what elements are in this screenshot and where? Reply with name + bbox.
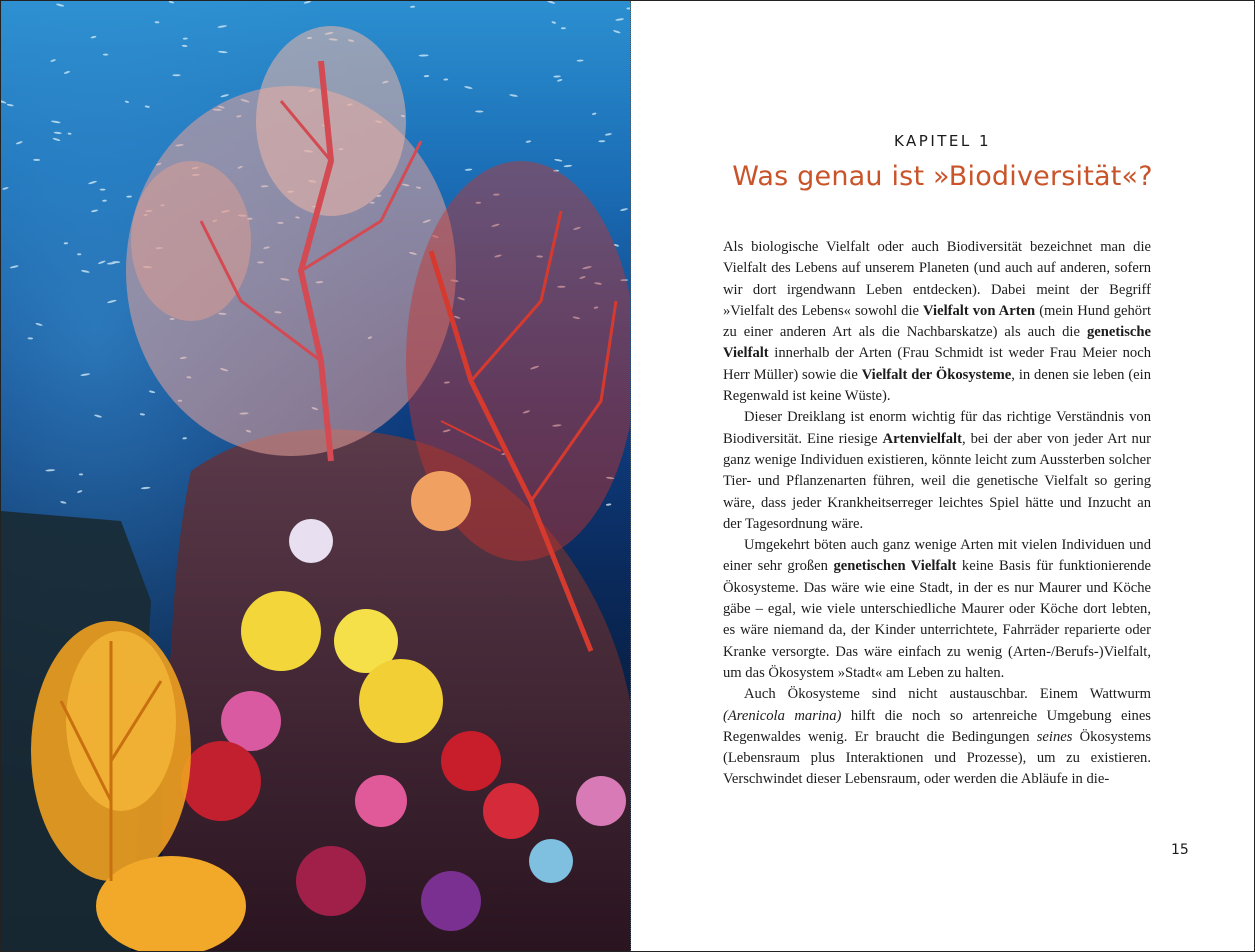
paragraph <box>723 237 1151 407</box>
text-run: (mein Hund gehört zu einer anderen Art als die Nachbarskatze) als auch die <box>723 302 1152 341</box>
italic-term: (Arenicola marina) <box>723 707 842 724</box>
bold-term: Vielfalt der Ökosysteme <box>861 366 1012 383</box>
text-run: keine Basis für funktionierende Ökosysteme. Das wäre wie eine Stadt, in der es nur Maurer und Köche gäbe – egal, wie viele unterschiedliche Maurer oder Köche dort lebten, es wäre niemand da, der Kinder unterrichtete, Fahrräder reparierte oder Kranke versorgte. Das wäre einfach zu wenig (Arten-/Berufs-)Vielfalt, um das Ökosystem »Stadt« am Leben zu halten. <box>723 558 1151 681</box>
text-run: innerhalb der Arten (Frau Schmidt ist weder Frau Meier noch Herr Müller) sowie die <box>723 345 1151 383</box>
bold-term: Artenvielfalt <box>882 430 962 447</box>
text-run: Umgekehrt böten auch ganz wenige Arten mit vielen Individuen und einer sehr großen <box>723 537 1151 575</box>
body-text <box>723 237 1151 791</box>
chapter-label: KAPITEL 1 <box>893 132 992 150</box>
coral-reef-illustration <box>1 1 630 951</box>
bold-term: genetische Vielfalt <box>723 324 1151 362</box>
italic-term: seines <box>1036 728 1073 745</box>
coral-reef-photo <box>1 1 631 951</box>
text-page <box>631 1 1254 951</box>
text-run: Ökosystems (Lebensraum plus Interaktionen und Prozesse), um zu existieren. Verschwindet dieser Lebensraum, oder werden die Abläufe in die- <box>723 728 1151 788</box>
text-run: Als biologische Vielfalt oder auch Biodiversität bezeichnet man die Vielfalt des Lebens auf unserem Planeten (und auch auf anderen, sofern wir dort irgendwann Leben entdecken). Dabei meint der Begriff »Vielfalt des Lebens« sowohl die <box>723 239 1151 319</box>
text-run: , in denen sie leben (ein Regenwald ist keine Wüste). <box>723 366 1152 405</box>
chapter-title: Was genau ist »Biodiversität«? <box>732 161 1153 192</box>
text-run: hilft die noch so artenreiche Umgebung eines Regenwaldes wenig. Er braucht die Bedingungen <box>723 707 1151 745</box>
bold-term: genetischen Vielfalt <box>833 558 957 575</box>
paragraph <box>723 407 1151 535</box>
paragraph <box>723 535 1151 684</box>
text-run: Auch Ökosysteme sind nicht austauschbar. Einem Wattwurm <box>744 686 1151 703</box>
text-run: Dieser Dreiklang ist enorm wichtig für das richtige Verständnis von Biodiversität. Eine riesige <box>723 409 1151 447</box>
paragraph <box>723 684 1151 790</box>
text-run: , bei der aber von jeder Art nur ganz wenige Individuen existieren, könnte leicht zum Aussterben solcher Tier- und Pflanzenarten führen, weil die genetische Vielfalt so gering wäre, dass jeder Krankheitserreger leichtes Spiel hätte und Inzucht an der Tagesordnung wäre. <box>723 430 1151 532</box>
bold-term: Vielfalt von Arten <box>923 302 1036 319</box>
page-number: 15 <box>1171 842 1189 858</box>
